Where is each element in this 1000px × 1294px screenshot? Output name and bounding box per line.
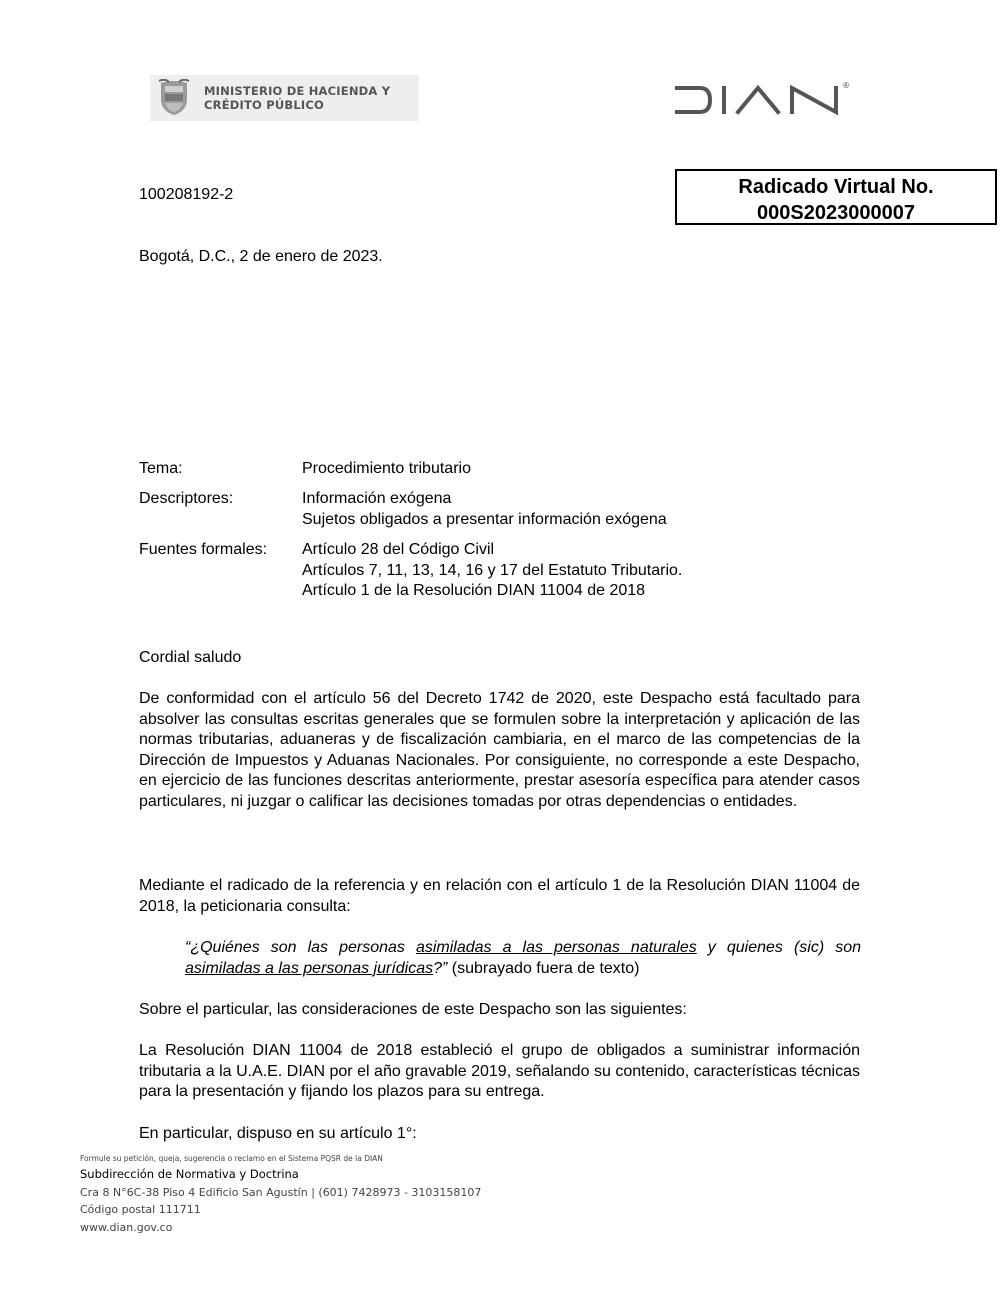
ministry-name-line1: MINISTERIO DE HACIENDA Y	[204, 84, 391, 98]
document-date: Bogotá, D.C., 2 de enero de 2023.	[139, 248, 383, 265]
ministry-logo	[150, 75, 419, 121]
coat-of-arms-icon	[157, 79, 191, 117]
radicado-box	[675, 169, 997, 225]
footer-postal-code: Código postal 111711	[80, 1203, 201, 1216]
paragraph-considerations: Sobre el particular, las consideraciones de este Despacho son las siguientes:	[139, 1001, 687, 1018]
dian-logo	[672, 80, 852, 120]
consultation-quote	[185, 938, 861, 979]
registered-mark: ®	[842, 81, 850, 90]
reference-number: 100208192-2	[139, 186, 234, 203]
footer-notice: Formule su petición, queja, sugerencia o reclamo en el Sistema PQSR de la DIAN	[80, 1154, 383, 1163]
footer-department: Subdirección de Normativa y Doctrina	[80, 1167, 299, 1181]
metadata-block	[139, 459, 839, 609]
quote-text: y quienes (sic) son	[696, 939, 862, 956]
quote-text: ?”	[433, 959, 448, 977]
tema-value: Procedimiento tributario	[302, 460, 471, 477]
paragraph-competence: De conformidad con el artículo 56 del Decreto 1742 de 2020, este Despacho está facultado para absolver las consultas escritas generales que se formulen sobre la interpretación y aplicación de las normas tributarias, aduaneras y de fiscalización cambiaria, en el marco de las competencias de la Dirección de Impuestos y Aduanas Nacionales. Por consiguiente, no corresponde a este Despacho, en ejercicio de las funciones descritas anteriormente, prestar asesoría específica para atender casos particulares, ni juzgar o calificar las decisiones tomadas por otras dependencias o entidades.	[139, 690, 860, 810]
radicado-label: Radicado Virtual No.	[738, 176, 934, 198]
quote-underlined-juridical: asimiladas a las personas jurídicas	[185, 959, 434, 977]
quote-note: (subrayado fuera de texto)	[447, 959, 640, 977]
ministry-name-line2: CRÉDITO PÚBLICO	[204, 98, 324, 112]
fuente-item: Artículo 28 del Código Civil	[302, 541, 495, 558]
radicado-number: 000S2023000007	[757, 202, 915, 224]
descriptor-item: Información exógena	[302, 490, 452, 507]
fuentes-label: Fuentes formales:	[139, 541, 268, 558]
greeting: Cordial saludo	[139, 649, 242, 666]
tema-label: Tema:	[139, 460, 183, 477]
quote-underlined-natural: asimiladas a las personas naturales	[415, 939, 697, 956]
footer-website[interactable]: www.dian.gov.co	[80, 1221, 173, 1234]
descriptores-label: Descriptores:	[139, 490, 234, 507]
footer-address: Cra 8 N°6C-38 Piso 4 Edificio San Agustín | (601) 7428973 - 3103158107	[80, 1186, 482, 1199]
fuente-item: Artículo 1 de la Resolución DIAN 11004 de 2018	[302, 582, 646, 599]
fuente-item: Artículos 7, 11, 13, 14, 16 y 17 del Estatuto Tributario.	[302, 561, 683, 579]
descriptor-item: Sujetos obligados a presentar información exógena	[302, 510, 667, 528]
quote-text: “¿Quiénes son las personas	[185, 939, 416, 956]
paragraph-request: Mediante el radicado de la referencia y en relación con el artículo 1 de la Resolución DIAN 11004 de 2018, la peticionaria consulta:	[139, 877, 860, 915]
paragraph-resolution: La Resolución DIAN 11004 de 2018 estableció el grupo de obligados a suministrar información tributaria a la U.A.E. DIAN por el año gravable 2019, señalando su contenido, características técnicas para la presentación y fijando los plazos para su entrega.	[139, 1042, 860, 1101]
paragraph-article: En particular, dispuso en su artículo 1°:	[139, 1125, 417, 1142]
